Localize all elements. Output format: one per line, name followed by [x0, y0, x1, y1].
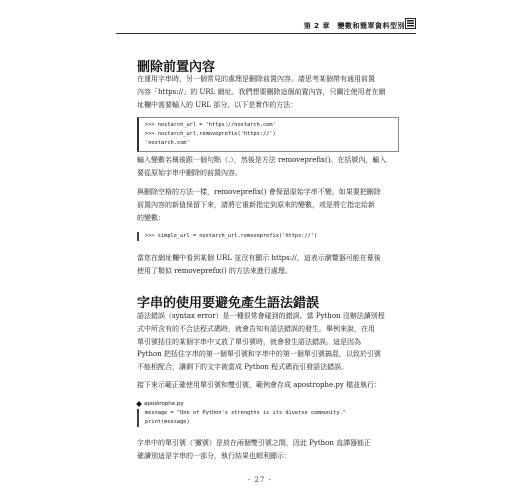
text-line: 前置內容的新值保留下來，請將它重新指定到原來的變數，或是將它指定給新 [137, 200, 375, 209]
paragraph-intro [137, 73, 399, 111]
text-line: 與刪除空格的方法一樣，removeprefix() 會保留原始字串不變。如果要把刪除 [137, 188, 381, 196]
text-line: 在運用字串時，另一個常見的處理是刪除前置內容。請思考某個帶有通用前置 [137, 75, 375, 83]
paragraph-result-intro [137, 437, 399, 463]
code-block-reassign [137, 232, 399, 241]
text-line: 式中所含有的不合法程式碼時，就會告知有語法錯誤的發生。舉例來說，在用 [137, 324, 375, 333]
code-line: >>> nostarch_url.removeprefix('https://') [145, 131, 276, 137]
paragraph-example-intro [137, 379, 399, 392]
text-line: 不能相配合，讓剩下的文字被當成 Python 程式碼而引發語法錯誤。 [137, 363, 349, 372]
running-header: 第 2 章 變數和簡單資料型別 [303, 22, 405, 30]
section-heading-syntax-error: 字串的使用要避免產生語法錯誤 [137, 296, 320, 311]
code-block-removeprefix [137, 117, 399, 152]
section-heading-remove-prefix: 刪除前置內容 [137, 60, 216, 75]
paragraph-browser-note [137, 252, 399, 278]
code-line: >>> nostarch_url = 'https://nostarch.com' [145, 122, 276, 128]
page-number: - 27 - [247, 476, 273, 484]
text-line: 要從原始字串中刪除的前置內容。 [137, 168, 242, 177]
text-line: 使用了類似 removeprefix() 的方法來進行處理。 [137, 266, 292, 275]
code-line: message = "One of Python's strengths is its diverse community." [145, 410, 346, 416]
text-line: 接下來示範正確使用單引號和雙引號，範例會存成 apostrophe.py 檔並執行： [137, 381, 382, 389]
code-line: 'nostarch.com' [145, 140, 190, 146]
paragraph-explain-method [137, 154, 399, 180]
code-line: print(message) [145, 419, 190, 425]
paragraph-keep-value [137, 186, 399, 224]
text-line: 址欄中需要輸入的 URL 部分。以下是實作的方法： [137, 100, 298, 109]
text-line: 輸入變數名稱後跟一個句點（.），然後是方法 removeprefix()。在括號內，輸入 [137, 156, 387, 164]
text-line: 字串中的單引號（'撇號）是放在兩個雙引號之間，因此 Python 直譯器能正 [137, 439, 372, 447]
code-body [137, 409, 399, 427]
file-marker-icon [136, 401, 142, 407]
text-line: 確讀別這是字串的一部分，執行結果也順利顯示： [137, 451, 291, 460]
text-line: 單引號括住的某個字串中又放了單引號時，就會發生語法錯誤。這是因為 [137, 337, 361, 346]
code-line: >>> simple_url = nostarch_url.removeprefix('https://') [145, 233, 318, 239]
file-label [137, 400, 399, 409]
file-name: apostrophe.py [144, 401, 184, 407]
text-line: 內容「https://」的 URL 網址。我們想要刪除這個前置內容，只關注使用者在網 [137, 87, 386, 96]
text-line: 的變數： [137, 213, 165, 222]
paragraph-syntax-error [137, 310, 399, 374]
text-line: Python 把括住字串的第一個單引號和字串中的第一個單引號搞混，以致於引號 [137, 350, 381, 359]
book-icon [405, 18, 416, 29]
text-line: 當您在網址欄中看到某個 URL 並沒有顯示 https://，這表示瀏覽器可能在幕後 [137, 254, 381, 262]
code-block-apostrophe [137, 400, 399, 427]
header-rule [116, 33, 416, 34]
text-line: 語法錯誤（syntax error）是一種很常會碰到的錯誤。當 Python 沒辦法讀別程 [137, 312, 385, 320]
